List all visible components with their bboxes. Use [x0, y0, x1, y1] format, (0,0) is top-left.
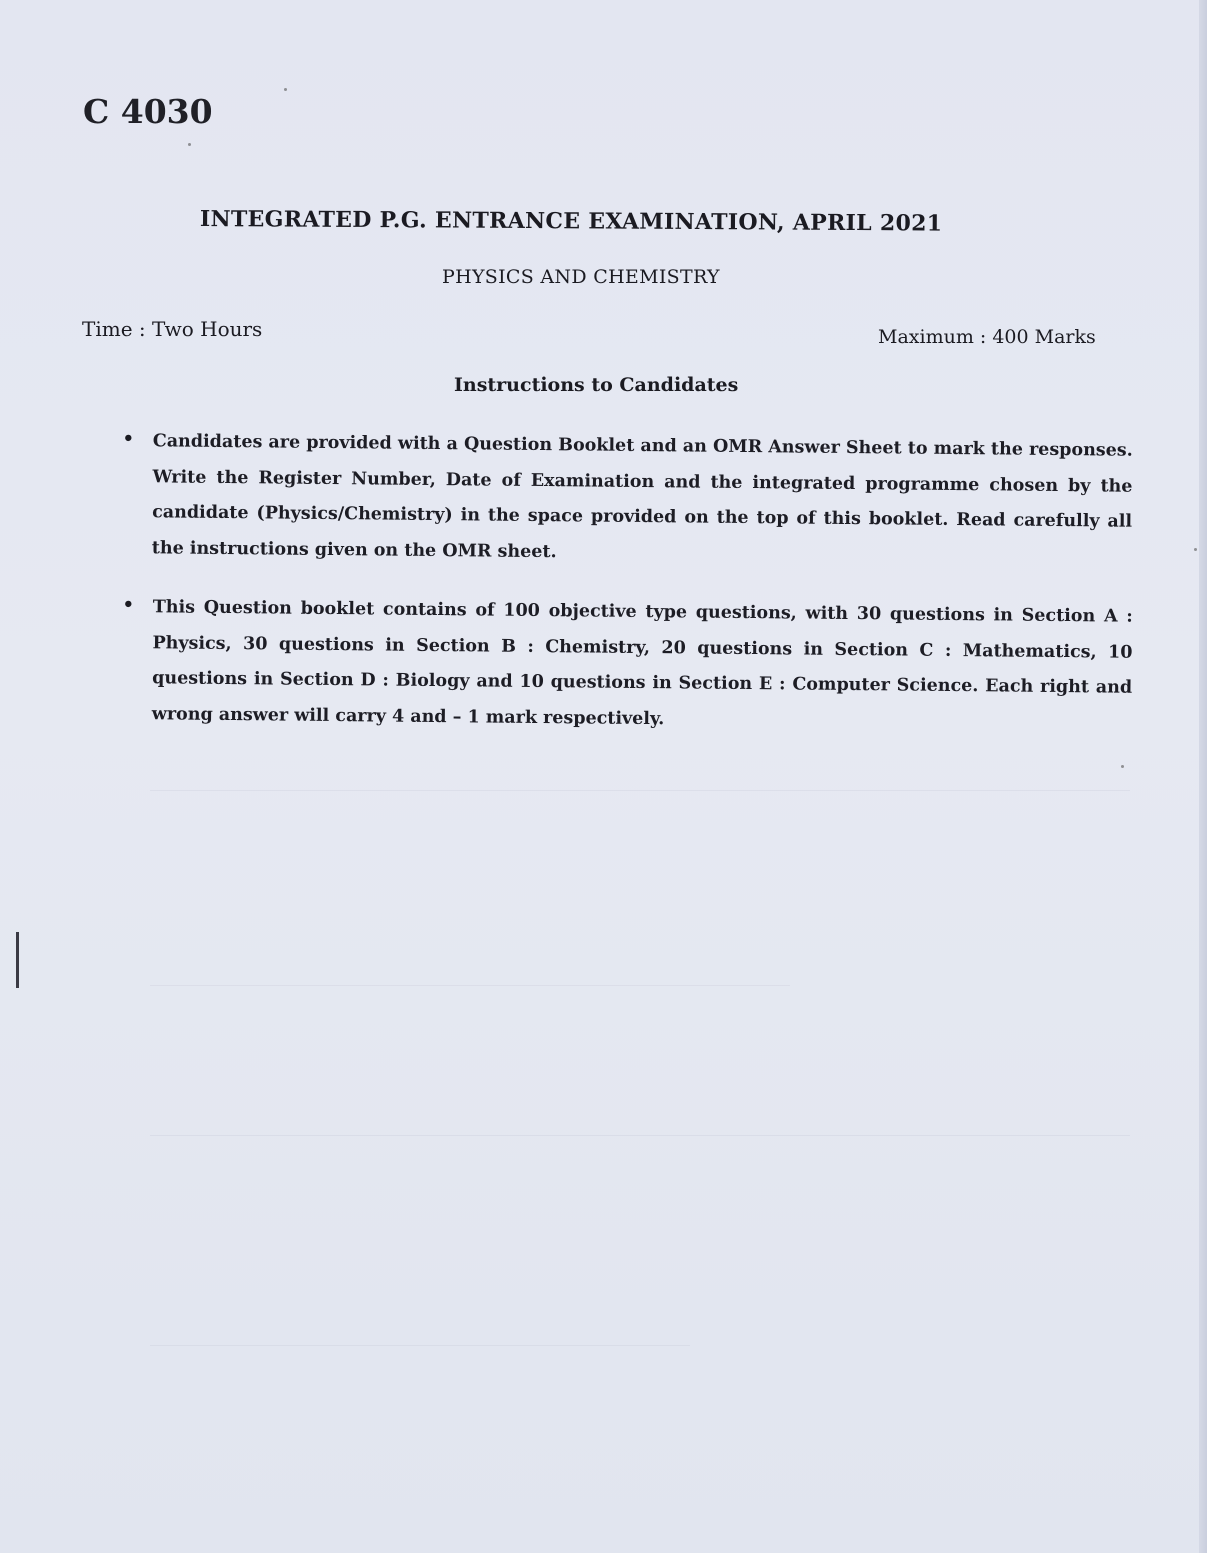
show-through-line: [150, 1345, 690, 1347]
ink-speck: [1121, 765, 1124, 768]
instruction-item: [121, 424, 1132, 576]
page-edge: [1199, 0, 1207, 1553]
instruction-item: [121, 590, 1132, 742]
show-through-line: [150, 1135, 1130, 1137]
ink-speck: [1194, 548, 1197, 551]
exam-title: INTEGRATED P.G. ENTRANCE EXAMINATION, APRIL 2021: [199, 206, 943, 237]
bullet-icon: •: [121, 426, 135, 453]
maximum-marks: Maximum : 400 Marks: [878, 326, 1096, 348]
ink-speck: [188, 143, 191, 146]
bullet-icon: •: [121, 592, 135, 619]
instruction-text: Candidates are provided with a Question Booklet and an OMR Answer Sheet to mark the responses. Write the Register Number, Date of Examination and the integrated programme chosen by the candidate (Physics/Chemistry) in the space provided on the top of this booklet. Read carefully all the instructions given on the OMR sheet.: [151, 431, 1133, 562]
instruction-text: This Question booklet contains of 100 objective type questions, with 30 questions in Section A : Physics, 30 questions in Section B : Chemistry, 20 questions in Section C : Mathematics, 10 questions in Section D : Biology and 10 questions in Section E : Computer Science. Each right and wrong answer will carry 4 and – 1 mark respectively.: [151, 597, 1133, 729]
show-through-line: [150, 790, 1130, 792]
ink-speck: [284, 88, 287, 91]
paper-code: C 4030: [83, 92, 213, 131]
instructions-heading: Instructions to Candidates: [454, 374, 739, 396]
time-allowed: Time : Two Hours: [82, 317, 263, 341]
show-through-line: [150, 985, 790, 987]
margin-mark: [16, 932, 19, 988]
subject-title: PHYSICS AND CHEMISTRY: [442, 266, 720, 288]
